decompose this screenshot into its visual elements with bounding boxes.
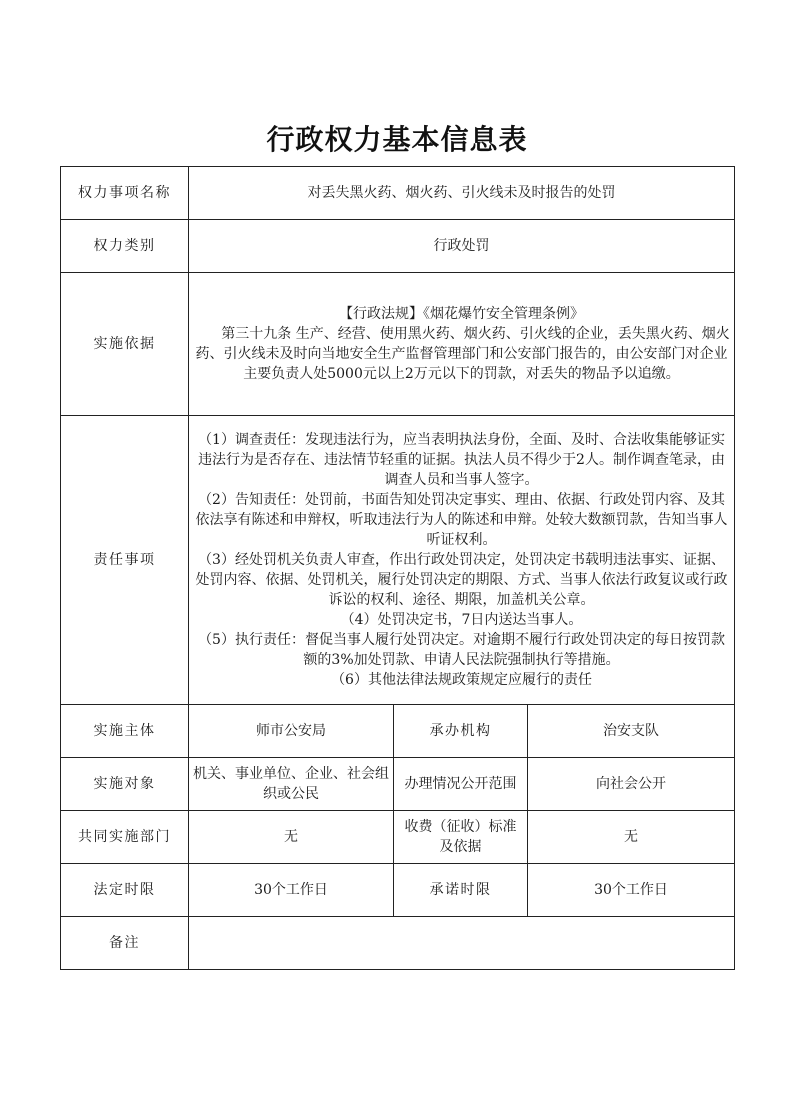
responsibility-item: （4）处罚决定书，7日内送达当事人。 xyxy=(340,612,583,628)
value-basis xyxy=(189,273,735,416)
value-fee-standard: 无 xyxy=(528,811,735,864)
label-handling-agency: 承办机构 xyxy=(394,705,528,758)
label-basis: 实施依据 xyxy=(61,273,189,416)
label-target: 实施对象 xyxy=(61,758,189,811)
label-responsibility: 责任事项 xyxy=(61,416,189,705)
value-legal-deadline: 30个工作日 xyxy=(189,864,394,917)
value-handling-agency: 治安支队 xyxy=(528,705,735,758)
label-fee-standard: 收费（征收）标准及依据 xyxy=(394,811,528,864)
row-remarks xyxy=(61,917,735,970)
label-power-category: 权力类别 xyxy=(61,220,189,273)
value-responsibility xyxy=(189,416,735,705)
label-legal-deadline: 法定时限 xyxy=(61,864,189,917)
value-subject: 师市公安局 xyxy=(189,705,394,758)
row-subject xyxy=(61,705,735,758)
value-promised-deadline: 30个工作日 xyxy=(528,864,735,917)
responsibility-item: （6）其他法律法规政策规定应履行的责任 xyxy=(331,672,592,688)
responsibility-item: （3）经处罚机关负责人审查，作出行政处罚决定，处罚决定书载明违法事实、证据、处罚内容、依据、处罚机关，履行处罚决定的期限、方式、当事人依法行政复议或行政诉讼的权利、途径、期限，加盖机关公章。 xyxy=(195,552,728,608)
label-remarks: 备注 xyxy=(61,917,189,970)
value-remarks xyxy=(189,917,735,970)
label-disclosure-scope: 办理情况公开范围 xyxy=(394,758,528,811)
row-joint xyxy=(61,811,735,864)
page-title: 行政权力基本信息表 xyxy=(266,123,528,156)
value-power-category: 行政处罚 xyxy=(189,220,735,273)
row-target xyxy=(61,758,735,811)
basis-heading: 【行政法规】《烟花爆竹安全管理条例》 xyxy=(339,306,585,322)
row-power-name xyxy=(61,167,735,220)
row-basis xyxy=(61,273,735,416)
row-deadline xyxy=(61,864,735,917)
value-target: 机关、事业单位、企业、社会组织或公民 xyxy=(189,758,394,811)
row-responsibility xyxy=(61,416,735,705)
label-promised-deadline: 承诺时限 xyxy=(394,864,528,917)
row-power-category xyxy=(61,220,735,273)
value-disclosure-scope: 向社会公开 xyxy=(528,758,735,811)
label-joint-dept: 共同实施部门 xyxy=(61,811,189,864)
value-joint-dept: 无 xyxy=(189,811,394,864)
basis-text: 第三十九条 生产、经营、使用黑火药、烟火药、引火线的企业，丢失黑火药、烟火药、引火线未及时向当地安全生产监督管理部门和公安部门报告的，由公安部门对企业主要负责人处5000元以上2万元以下的罚款，对丢失的物品予以追缴。 xyxy=(195,326,730,382)
label-power-name: 权力事项名称 xyxy=(61,167,189,220)
info-table xyxy=(60,166,735,970)
responsibility-item: （1）调查责任：发现违法行为，应当表明执法身份，全面、及时、合法收集能够证实违法行为是否存在、违法情节轻重的证据。执法人员不得少于2人。制作调查笔录，由调查人员和当事人签字。 xyxy=(198,432,725,488)
responsibility-item: （2）告知责任：处罚前，书面告知处罚决定事实、理由、依据、行政处罚内容、及其依法享有陈述和申辩权，听取违法行为人的陈述和申辩。处较大数额罚款，告知当事人听证权利。 xyxy=(195,492,728,548)
label-subject: 实施主体 xyxy=(61,705,189,758)
value-power-name: 对丢失黑火药、烟火药、引火线未及时报告的处罚 xyxy=(189,167,735,220)
responsibility-item: （5）执行责任：督促当事人履行处罚决定。对逾期不履行行政处罚决定的每日按罚款额的3%加处罚款、申请人民法院强制执行等措施。 xyxy=(198,632,725,668)
